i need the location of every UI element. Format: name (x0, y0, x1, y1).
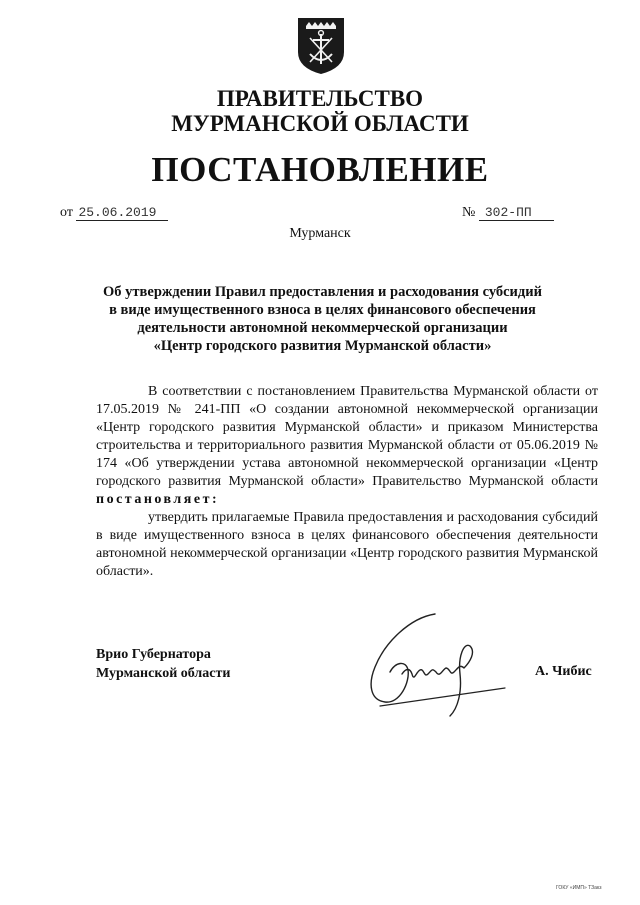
document-type: ПОСТАНОВЛЕНИЕ (151, 150, 489, 189)
date-line (60, 205, 168, 221)
signer-position (96, 645, 230, 683)
document-title (80, 283, 565, 355)
resolution-keyword: постановляет: (96, 492, 220, 507)
org-name-line1: ПРАВИТЕЛЬСТВО (216, 86, 424, 111)
print-mark: ГОКУ «ИМП» ТЗакз (556, 885, 602, 891)
body-paragraph-1 (96, 383, 598, 509)
city: Мурманск (289, 226, 351, 241)
signer-name: А. Чибис (535, 664, 592, 679)
signer-position-line1: Врио Губернатора (96, 647, 211, 662)
handwritten-signature (340, 612, 510, 722)
number-prefix: № (462, 205, 476, 220)
document-date: 25.06.2019 (76, 205, 168, 221)
title-line: деятельности автономной некоммерческой организации (137, 320, 508, 336)
title-line: Об утверждении Правил предоставления и расходования субсидий (103, 284, 542, 300)
date-prefix: от (60, 205, 73, 220)
number-line (462, 205, 554, 221)
title-line: в виде имущественного взноса в целях финансового обеспечения (109, 302, 536, 318)
body-p1-text: В соответствии с постановлением Правительства Мурманской области от 17.05.2019 № 241-ПП «О создании автономной некоммерческой организации «Центр городского развития Мурманской области» и приказом Министерства строительства и территориального развития Мурманской области от 05.06.2019 № 174 «Об утверждении устава автономной некоммерческой организации «Центр городского развития Мурманской области» Правительство Мурманской области (96, 384, 598, 489)
document-body (96, 383, 598, 581)
title-line: «Центр городского развития Мурманской области» (153, 338, 492, 354)
org-name-line2: МУРМАНСКОЙ ОБЛАСТИ (171, 111, 469, 136)
coat-of-arms-icon (296, 16, 346, 76)
document-number: 302-ПП (479, 205, 554, 221)
body-paragraph-2: утвердить прилагаемые Правила предоставления и расходования субсидий в виде имущественного взноса в целях финансового обеспечения деятельности автономной некоммерческой организации «Центр городского развития Мурманской области». (96, 510, 598, 579)
signer-position-line2: Мурманской области (96, 666, 231, 681)
